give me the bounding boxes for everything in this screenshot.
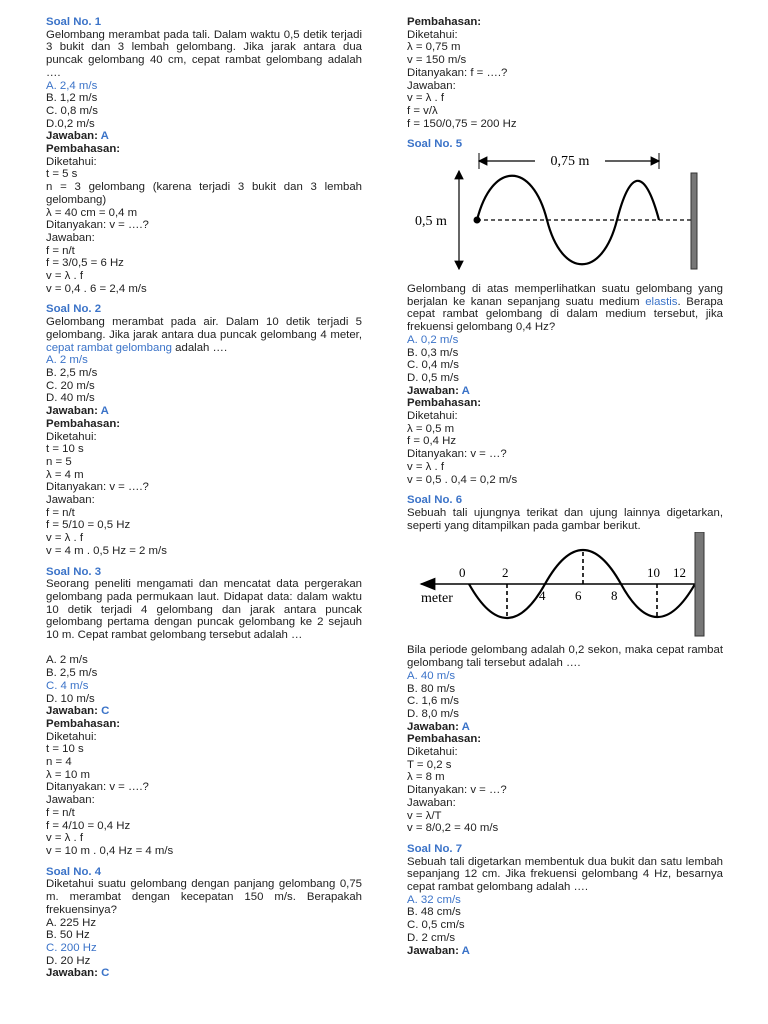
option-d: D.0,2 m/s: [46, 117, 95, 130]
answer-label: Jawaban:: [46, 130, 98, 143]
discussion-lines: [407, 410, 723, 486]
option-a: A. 40 m/s: [407, 669, 456, 682]
question-title: Soal No. 4: [46, 865, 102, 878]
discussion-line: v = 8/0,2 = 40 m/s: [407, 822, 499, 835]
option-d: D. 0,5 m/s: [407, 371, 459, 384]
discussion-line: Ditanyakan: v = …?: [407, 784, 507, 797]
question-7: [407, 843, 723, 957]
question-text-2: Bila periode gelombang adalah 0,2 sekon, maka cepat rambat gelombang tali tersebut adalah ….: [407, 644, 723, 670]
discussion-label: Pembahasan:: [407, 16, 482, 28]
option-c: C. 0,5 cm/s: [407, 919, 465, 932]
height-label: 0,5 m: [415, 214, 447, 230]
discussion-line: λ = 4 m: [46, 468, 84, 481]
discussion-line: n = 4: [46, 756, 72, 769]
discussion-label: Pembahasan:: [46, 143, 121, 156]
discussion-line: T = 0,2 s: [407, 758, 452, 771]
answer-value: A: [461, 944, 470, 957]
tick-4: 4: [539, 588, 546, 604]
discussion-lines: [407, 746, 723, 835]
discussion-lines: [46, 431, 362, 558]
answer-line: [407, 945, 723, 958]
discussion-line: f = 0,4 Hz: [407, 435, 457, 448]
question-title: Soal No. 3: [46, 565, 102, 578]
discussion-line: f = n/t: [46, 506, 75, 519]
question-text: Sebuah tali digetarkan membentuk dua bukit dan satu lembah sepanjang 12 cm. Jika frekuensi gelombang 4 Hz, besarnya cepat rambat gelombang adalah ….: [407, 855, 723, 894]
options-list: [46, 80, 362, 131]
option-b: B. 2,5 m/s: [46, 366, 98, 379]
answer-value: C: [101, 967, 110, 980]
options-list: [407, 894, 723, 945]
axis-label-meter: meter: [421, 591, 453, 607]
question-text: Diketahui suatu gelombang dengan panjang gelombang 0,75 m. merambat dengan kecepatan 150 m/s. Berapakah frekuensinya?: [46, 878, 362, 916]
option-c: C. 1,6 m/s: [407, 695, 459, 708]
question-title: Soal No. 1: [46, 16, 102, 28]
option-b: B. 1,2 m/s: [46, 92, 98, 105]
discussion-line: n = 3 gelombang (karena terjadi 3 bukit dan 3 lembah gelombang): [46, 181, 362, 206]
discussion-line: v = 0,4 . 6 = 2,4 m/s: [46, 282, 147, 295]
answer-line: [407, 721, 723, 734]
tick-10: 10: [647, 565, 660, 581]
question-title: Soal No. 2: [46, 303, 102, 316]
discussion-line: v = λ/T: [407, 809, 442, 822]
discussion-label: Pembahasan:: [46, 417, 121, 430]
option-a: A. 225 Hz: [46, 916, 97, 929]
discussion-line: f = 4/10 = 0,4 Hz: [46, 819, 131, 832]
width-label: 0,75 m: [550, 154, 590, 170]
tick-6: 6: [575, 588, 582, 604]
discussion-line: t = 10 s: [46, 443, 84, 456]
answer-value: C: [101, 705, 110, 718]
discussion-line: Jawaban:: [407, 79, 456, 92]
discussion-line: Ditanyakan: v = ….?: [46, 481, 149, 494]
answer-value: A: [100, 405, 109, 418]
option-a: A. 2,4 m/s: [46, 79, 98, 92]
option-a: A. 0,2 m/s: [407, 333, 459, 346]
discussion-label: Pembahasan:: [407, 733, 482, 746]
answer-label: Jawaban:: [46, 967, 98, 980]
wave-figure-6: [407, 532, 723, 644]
option-a: A. 2 m/s: [46, 654, 88, 667]
question-text: Gelombang merambat pada tali. Dalam waktu 0,5 detik terjadi 3 bukit dan 3 lembah gelombang. Jika jarak antara dua puncak gelombang 40 cm, cepat rambat gelombang adalah ….: [46, 28, 362, 79]
left-column: [46, 16, 362, 988]
answer-value: A: [461, 384, 470, 397]
question-3: [46, 566, 362, 858]
answer-line: [46, 705, 362, 718]
discussion-label: Pembahasan:: [46, 717, 121, 730]
discussion-line: t = 10 s: [46, 743, 84, 756]
fixed-wall: [695, 532, 704, 636]
option-d: D. 10 m/s: [46, 692, 95, 705]
question-text: [407, 283, 723, 334]
discussion-line: Diketahui:: [407, 410, 458, 423]
answer-value: A: [461, 720, 470, 733]
option-d: D. 20 Hz: [46, 954, 91, 967]
options-list: [46, 917, 362, 968]
options-list: [46, 654, 362, 705]
question-1: [46, 16, 362, 295]
discussion-line: Jawaban:: [46, 494, 95, 507]
discussion-line: λ = 0,5 m: [407, 422, 455, 435]
option-b: B. 50 Hz: [46, 929, 90, 942]
link-cepat-rambat-gelombang[interactable]: cepat rambat gelombang: [46, 341, 173, 354]
discussion-line: λ = 10 m: [46, 768, 90, 781]
option-d: D. 8,0 m/s: [407, 707, 459, 720]
option-c: C. 200 Hz: [46, 941, 97, 954]
discussion-line: v = λ . f: [407, 92, 445, 105]
discussion-label: Pembahasan:: [407, 397, 482, 410]
question-4-discussion: [407, 16, 723, 130]
discussion-line: Ditanyakan: f = ….?: [407, 66, 508, 79]
discussion-line: f = 3/0,5 = 6 Hz: [46, 257, 124, 270]
answer-label: Jawaban:: [407, 720, 459, 733]
tick-12: 12: [673, 565, 686, 581]
discussion-line: Ditanyakan: v = ….?: [46, 219, 149, 232]
discussion-line: v = λ . f: [407, 460, 445, 473]
discussion-line: v = 10 m . 0,4 Hz = 4 m/s: [46, 844, 174, 857]
option-c: C. 0,8 m/s: [46, 104, 98, 117]
tick-2: 2: [502, 565, 509, 581]
question-2: [46, 303, 362, 557]
text-part: Gelombang di atas memperlihatkan suatu gelombang yang berjalan ke kanan sepanjang suatu medium: [407, 283, 723, 308]
wave-figure-5: [407, 151, 723, 283]
discussion-line: f = n/t: [46, 806, 75, 819]
option-d: D. 40 m/s: [46, 392, 95, 405]
answer-value: A: [100, 130, 109, 143]
link-elastis[interactable]: elastis: [645, 295, 678, 308]
options-list: [407, 670, 723, 721]
question-title: Soal No. 5: [407, 138, 463, 151]
discussion-line: Ditanyakan: v = …?: [407, 448, 507, 461]
question-text: Sebuah tali ujungnya terikat dan ujung lainnya digetarkan, seperti yang ditampilkan pada gambar berikut.: [407, 506, 723, 532]
discussion-line: Jawaban:: [46, 231, 95, 244]
answer-line: [407, 385, 723, 398]
question-5: [407, 138, 723, 486]
question-title: Soal No. 7: [407, 842, 463, 855]
option-c: C. 0,4 m/s: [407, 359, 459, 372]
question-title: Soal No. 6: [407, 494, 463, 507]
question-4: [46, 866, 362, 980]
discussion-line: f = n/t: [46, 244, 75, 257]
discussion-lines: [407, 29, 723, 131]
discussion-line: λ = 0,75 m: [407, 41, 461, 54]
discussion-line: v = λ . f: [46, 532, 84, 545]
answer-label: Jawaban:: [407, 944, 459, 957]
tick-0: 0: [459, 565, 466, 581]
question-text: [46, 316, 362, 354]
option-b: B. 0,3 m/s: [407, 346, 459, 359]
answer-line: [46, 405, 362, 418]
option-c: C. 20 m/s: [46, 379, 95, 392]
right-column: [407, 16, 723, 965]
discussion-line: v = 4 m . 0,5 Hz = 2 m/s: [46, 544, 167, 557]
discussion-line: Diketahui:: [407, 746, 458, 759]
option-c: C. 4 m/s: [46, 679, 89, 692]
discussion-lines: [46, 731, 362, 858]
discussion-line: v = λ . f: [46, 270, 84, 283]
option-b: B. 48 cm/s: [407, 906, 461, 919]
text-part: adalah ….: [172, 341, 228, 354]
discussion-line: f = 5/10 = 0,5 Hz: [46, 519, 131, 532]
option-b: B. 2,5 m/s: [46, 667, 98, 680]
tick-8: 8: [611, 588, 618, 604]
discussion-line: Diketahui:: [46, 730, 97, 743]
text-part: . Berapa cepat rambat gelombang di dalam medium tersebut, jika frekuensi gelombang 0,4 Hz?: [407, 295, 724, 334]
question-text: Seorang peneliti mengamati dan mencatat data pergerakan gelombang pada permukaan laut. Didapat data: dalam waktu 10 detik terjadi 4 gelombang dan jarak antara puncak gelombang pertama dengan puncak gelombang ke 2 sejauh 10 m. Cepat rambat gelombang tersebut adalah …: [46, 578, 362, 642]
option-a: A. 2 m/s: [46, 354, 88, 367]
discussion-line: Jawaban:: [46, 794, 95, 807]
option-d: D. 2 cm/s: [407, 931, 456, 944]
discussion-line: Ditanyakan: v = ….?: [46, 781, 149, 794]
answer-label: Jawaban:: [46, 705, 98, 718]
discussion-line: Diketahui:: [46, 155, 97, 168]
blank-line: [46, 642, 362, 655]
discussion-line: v = λ . f: [46, 832, 84, 845]
discussion-line: t = 5 s: [46, 168, 78, 181]
question-6: [407, 494, 723, 835]
discussion-line: f = v/λ: [407, 104, 438, 117]
discussion-line: Jawaban:: [407, 796, 456, 809]
options-list: [46, 354, 362, 405]
discussion-line: Diketahui:: [407, 28, 458, 41]
discussion-line: v = 150 m/s: [407, 54, 467, 67]
answer-label: Jawaban:: [407, 384, 459, 397]
option-b: B. 80 m/s: [407, 682, 456, 695]
answer-label: Jawaban:: [46, 405, 98, 418]
answer-line: [46, 130, 362, 143]
discussion-line: λ = 8 m: [407, 771, 445, 784]
option-a: A. 32 cm/s: [407, 893, 461, 906]
options-list: [407, 334, 723, 385]
discussion-line: Diketahui:: [46, 430, 97, 443]
discussion-line: λ = 40 cm = 0,4 m: [46, 206, 138, 219]
discussion-line: f = 150/0,75 = 200 Hz: [407, 117, 517, 130]
discussion-lines: [46, 156, 362, 296]
discussion-line: v = 0,5 . 0,4 = 0,2 m/s: [407, 473, 518, 486]
answer-line: [46, 967, 362, 980]
text-part: Gelombang merambat pada air. Dalam 10 detik terjadi 5 gelombang. Jika jarak antara dua puncak gelombang 4 meter,: [46, 316, 362, 341]
discussion-line: n = 5: [46, 455, 72, 468]
fixed-wall: [691, 173, 697, 269]
